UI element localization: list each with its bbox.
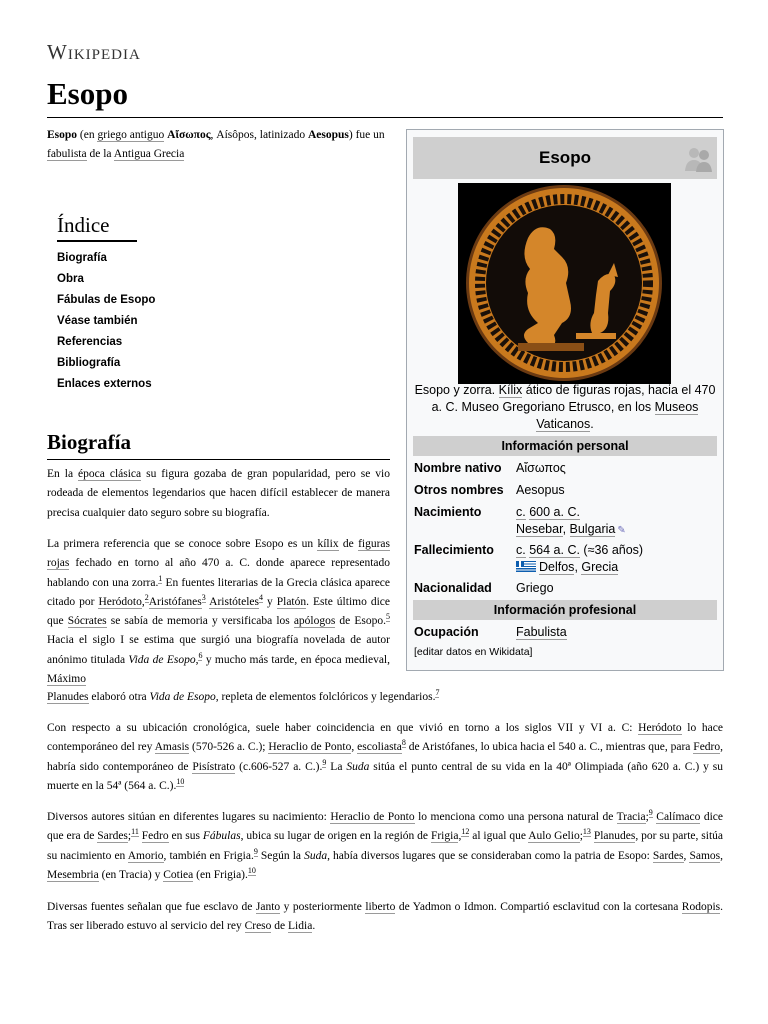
toc-item-fabulas[interactable]: Fábulas de Esopo	[57, 294, 156, 306]
link-sardes[interactable]: Sardes	[97, 830, 128, 843]
link-delfos[interactable]: Delfos	[539, 560, 575, 574]
wikipedia-wordmark: Wikipedia	[47, 40, 141, 64]
row-value: Griego	[516, 581, 554, 595]
ref-4[interactable]: 4	[258, 593, 263, 603]
lead-paragraph	[47, 126, 397, 164]
text: , había diversos lugares que se consideraban como la patria de Esopo:	[327, 849, 653, 862]
paragraph-2	[47, 535, 390, 689]
text-emphasis: Fábulas	[202, 830, 241, 843]
link-platon[interactable]: Platón	[276, 595, 307, 608]
ref-7[interactable]: 7	[435, 688, 440, 698]
text: (c.606-527 a. C.).	[235, 760, 323, 773]
text: (en Tracia) y	[98, 868, 164, 881]
link-planudes[interactable]: Planudes	[47, 691, 89, 703]
row-label: Otros nombres	[414, 483, 504, 497]
text-emphasis: Vida de Esopo	[128, 653, 196, 666]
link-heraclio-de-ponto-2[interactable]: Heraclio de Ponto	[330, 811, 415, 823]
toc-item-obra[interactable]: Obra	[57, 273, 84, 285]
ref-9[interactable]: 9	[322, 757, 327, 767]
pencil-icon[interactable]: ✎	[617, 525, 626, 536]
row-label: Fallecimiento	[414, 543, 494, 557]
link-bulgaria[interactable]: Bulgaria	[569, 522, 616, 536]
lead-latin: Aesopus	[307, 129, 349, 141]
lead-greek: Αἴσωπος	[167, 129, 211, 141]
section-divider	[47, 459, 390, 460]
text: Diversas fuentes señalan que fue esclavo de	[47, 901, 256, 913]
text: ,	[458, 830, 462, 843]
link-figuras-rojas[interactable]: figuras rojas	[47, 538, 391, 570]
toc-item-bibliografia[interactable]: Bibliografía	[57, 357, 121, 369]
link-planudes-2[interactable]: Planudes	[593, 830, 636, 843]
paragraph-2-continued	[47, 688, 723, 707]
lead-name: Esopo	[47, 129, 78, 141]
text: (en	[77, 129, 98, 141]
text: (en Frigia).	[193, 868, 248, 881]
link-fedro[interactable]: Fedro	[693, 741, 721, 754]
text: Hacia el siglo I se estima que surgió una biografía novelada de autor anónimo titulada	[47, 634, 390, 666]
text: ;	[579, 830, 583, 843]
row-value: Αἴσωπος	[516, 461, 566, 475]
link-heraclio-de-ponto[interactable]: Heraclio de Ponto	[268, 741, 352, 754]
text: dice que era de	[47, 811, 723, 843]
text: . Tras ser liberado estuvo al servicio del rey	[47, 901, 723, 933]
text: .	[312, 920, 316, 933]
link-nesebar[interactable]: Nesebar	[516, 522, 563, 536]
text: ático de figuras rojas, hacia el 470 a. C. Museo Gregoriano Etrusco, en los	[431, 383, 716, 414]
ref-6[interactable]: 6	[198, 650, 203, 660]
text: La primera referencia que se conoce sobre Esopo es un	[47, 538, 318, 550]
link-aristofanes[interactable]: Aristófanes	[148, 595, 202, 608]
text: . Este último dice que	[47, 595, 390, 628]
text: lo hace contemporáneo del rey	[47, 722, 723, 754]
text: ,	[141, 595, 145, 608]
link-lidia[interactable]: Lidia	[288, 920, 313, 933]
text: Diversos autores sitúan en diferentes lugares su nacimiento:	[47, 811, 331, 823]
text: ,	[562, 522, 570, 536]
text: ,	[574, 560, 582, 574]
text: (570-526 a. C.);	[189, 741, 269, 754]
text: se sabía de memoria y versificaba los	[106, 615, 294, 628]
link-cotiea[interactable]: Cotiea	[163, 868, 194, 881]
edit-wikidata-link[interactable]: [editar datos en Wikidata]	[414, 646, 533, 658]
text: ,	[683, 849, 690, 862]
text: ,	[351, 741, 358, 754]
link-amasis[interactable]: Amasis	[154, 741, 190, 754]
link-fedro-2[interactable]: Fedro	[141, 830, 169, 843]
link-circa-2[interactable]: c.	[516, 543, 526, 557]
row-value	[516, 624, 716, 641]
text-emphasis: Suda	[346, 760, 370, 773]
link-escoliasta[interactable]: escoliasta	[357, 741, 402, 754]
text: , repleta de elementos folclóricos y legendarios.	[215, 691, 436, 703]
row-label: Nombre nativo	[414, 461, 502, 475]
ref-2[interactable]: 2	[144, 593, 149, 603]
link-griego-antiguo[interactable]: griego antiguo	[97, 129, 165, 141]
row-label: Nacionalidad	[414, 581, 492, 595]
ref-1[interactable]: 1	[158, 573, 163, 583]
person-icon	[683, 143, 713, 173]
text: elaboró otra	[88, 691, 150, 703]
link-maximo[interactable]: Máximo	[47, 673, 86, 686]
text: Según la	[257, 849, 305, 862]
infobox-title: Esopo	[539, 148, 591, 167]
text: de	[271, 920, 289, 933]
infobox-image-caption	[413, 382, 717, 433]
text: de Aristófanes, lo ubica hacia el 540 a. C., mientras que, para	[405, 741, 694, 754]
ref-10[interactable]: 10	[176, 777, 185, 787]
link-herodoto-2[interactable]: Heródoto	[638, 722, 682, 734]
link-calimaco[interactable]: Calímaco	[656, 811, 701, 823]
title-divider	[47, 117, 723, 118]
link-epoca-clasica[interactable]: época clásica	[78, 468, 142, 480]
link-amorio[interactable]: Amorio	[127, 849, 164, 862]
text-emphasis: Suda	[304, 849, 328, 862]
link-kilix[interactable]: kílix	[317, 538, 339, 550]
text: y mucho más tarde, en época medieval,	[202, 653, 390, 666]
link-grecia[interactable]: Grecia	[581, 560, 619, 574]
ref-5[interactable]: 5	[386, 612, 390, 622]
infobox-section-personal: Información personal	[413, 436, 717, 456]
toc-item-enlaces-externos[interactable]: Enlaces externos	[57, 378, 152, 390]
ref-13[interactable]: 13	[582, 827, 591, 837]
text: sitúa el punto central de su vida en la 40ª Olimpiada (año 620 a. C.) y su muerte en la 54ª (564 a. C.).	[47, 760, 723, 792]
text: , también en Frigia.	[163, 849, 254, 862]
link-creso[interactable]: Creso	[244, 920, 272, 933]
text: En fuentes literarias de la Grecia clásica aparece citado por	[47, 576, 391, 608]
text: , ubica su lugar de origen en la región de	[240, 830, 431, 843]
link-samos[interactable]: Samos	[689, 849, 721, 862]
toc-item-biografia[interactable]: Biografía	[57, 252, 107, 264]
text: de la	[86, 148, 114, 160]
link-aristoteles[interactable]: Aristóteles	[209, 595, 259, 608]
ref-9c[interactable]: 9	[253, 846, 258, 856]
text: al igual que	[469, 830, 529, 843]
text: de Yadmon o Idmon. Compartió esclavitud con la cortesana	[395, 901, 682, 913]
ref-11[interactable]: 11	[131, 827, 139, 837]
link-mesembria[interactable]: Mesembria	[47, 868, 99, 881]
text: En la	[47, 468, 79, 480]
text: , habría sido contemporáneo de	[47, 741, 724, 773]
toc-item-referencias[interactable]: Referencias	[57, 336, 123, 348]
link-rodopis[interactable]: Rodopis	[681, 901, 721, 913]
link-fabulista[interactable]: fabulista	[47, 148, 87, 160]
link-socrates[interactable]: Sócrates	[67, 615, 107, 628]
infobox	[406, 129, 724, 671]
link-herodoto[interactable]: Heródoto	[98, 595, 142, 608]
greece-flag-icon	[516, 561, 536, 572]
paragraph-5	[47, 898, 723, 937]
text: Con respecto a su ubicación cronológica, suele haber coincidencia en que vivió en torno a los siglos VII y VI a. C:	[47, 722, 639, 734]
text: lo menciona como una persona natural de	[414, 811, 617, 823]
kylix-image	[458, 183, 671, 384]
text: ) fue un	[348, 129, 385, 141]
infobox-section-profesional: Información profesional	[413, 600, 717, 620]
row-label: Nacimiento	[414, 505, 482, 519]
link-antigua-grecia[interactable]: Antigua Grecia	[113, 148, 185, 160]
row-label: Ocupación	[414, 625, 479, 639]
text: .	[590, 417, 594, 431]
text: su figura gozaba de gran popularidad, pero se vio rodeada de elementos legendarios que hacen difícil establecer de manera precisa cualquier dato seguro sobre su biografía.	[47, 468, 390, 519]
link-death-year[interactable]: 564 a. C.	[529, 543, 580, 557]
text: ;	[645, 811, 649, 823]
text: en sus	[168, 830, 203, 843]
link-kilix-caption[interactable]: Kílix	[498, 383, 523, 397]
row-value	[516, 542, 716, 576]
text: Esopo y zorra.	[414, 383, 499, 397]
ref-8[interactable]: 8	[401, 738, 406, 748]
row-value: Aesopus	[516, 483, 565, 497]
text: , Aísôpos, latinizado	[210, 129, 308, 141]
text: de Esopo.	[335, 615, 386, 628]
link-pisistrato[interactable]: Pisístrato	[192, 760, 236, 773]
row-value	[516, 504, 716, 539]
link-museos-vaticanos[interactable]: Museos Vaticanos	[536, 400, 699, 431]
text: (≈36 años)	[579, 543, 644, 557]
link-janto[interactable]: Janto	[255, 901, 281, 913]
page-title: Esopo	[47, 76, 128, 111]
toc-title: Índice	[57, 213, 137, 242]
text: La	[326, 760, 347, 773]
link-tracia[interactable]: Tracia	[616, 811, 646, 823]
infobox-header	[413, 137, 717, 179]
link-sardes-2[interactable]: Sardes	[652, 849, 684, 862]
paragraph-1	[47, 465, 390, 523]
text: , por su parte, sitúa su nacimiento en	[47, 830, 724, 862]
toc-item-vease-tambien[interactable]: Véase también	[57, 315, 138, 327]
ref-3[interactable]: 3	[201, 593, 206, 603]
text: ,	[720, 849, 724, 862]
link-fabulista-infobox[interactable]: Fabulista	[516, 625, 567, 639]
link-aulo-gelio[interactable]: Aulo Gelio	[528, 830, 580, 843]
ref-12[interactable]: 12	[461, 827, 470, 837]
text: fechado en torno al año 470 a. C. donde aparece representado hablando con una zorra.	[47, 557, 390, 589]
link-frigia[interactable]: Frigia	[430, 830, 459, 843]
toc-list	[57, 248, 257, 395]
ref-9b[interactable]: 9	[648, 808, 653, 818]
section-heading-biografia: Biografía	[47, 430, 131, 454]
text: ;	[127, 830, 132, 843]
link-birth-year[interactable]: 600 a. C.	[529, 505, 580, 519]
text: y	[262, 595, 277, 608]
link-circa[interactable]: c.	[516, 505, 526, 519]
paragraph-4	[47, 808, 723, 885]
text: y posteriormente	[280, 901, 366, 913]
link-liberto[interactable]: liberto	[365, 901, 396, 913]
text-emphasis: Vida de Esopo	[149, 691, 216, 703]
text: de	[338, 538, 359, 550]
link-apologos[interactable]: apólogos	[293, 615, 336, 628]
table-of-contents	[57, 213, 257, 395]
paragraph-3	[47, 719, 723, 796]
ref-10b[interactable]: 10	[247, 866, 256, 876]
text: ,	[195, 653, 199, 666]
